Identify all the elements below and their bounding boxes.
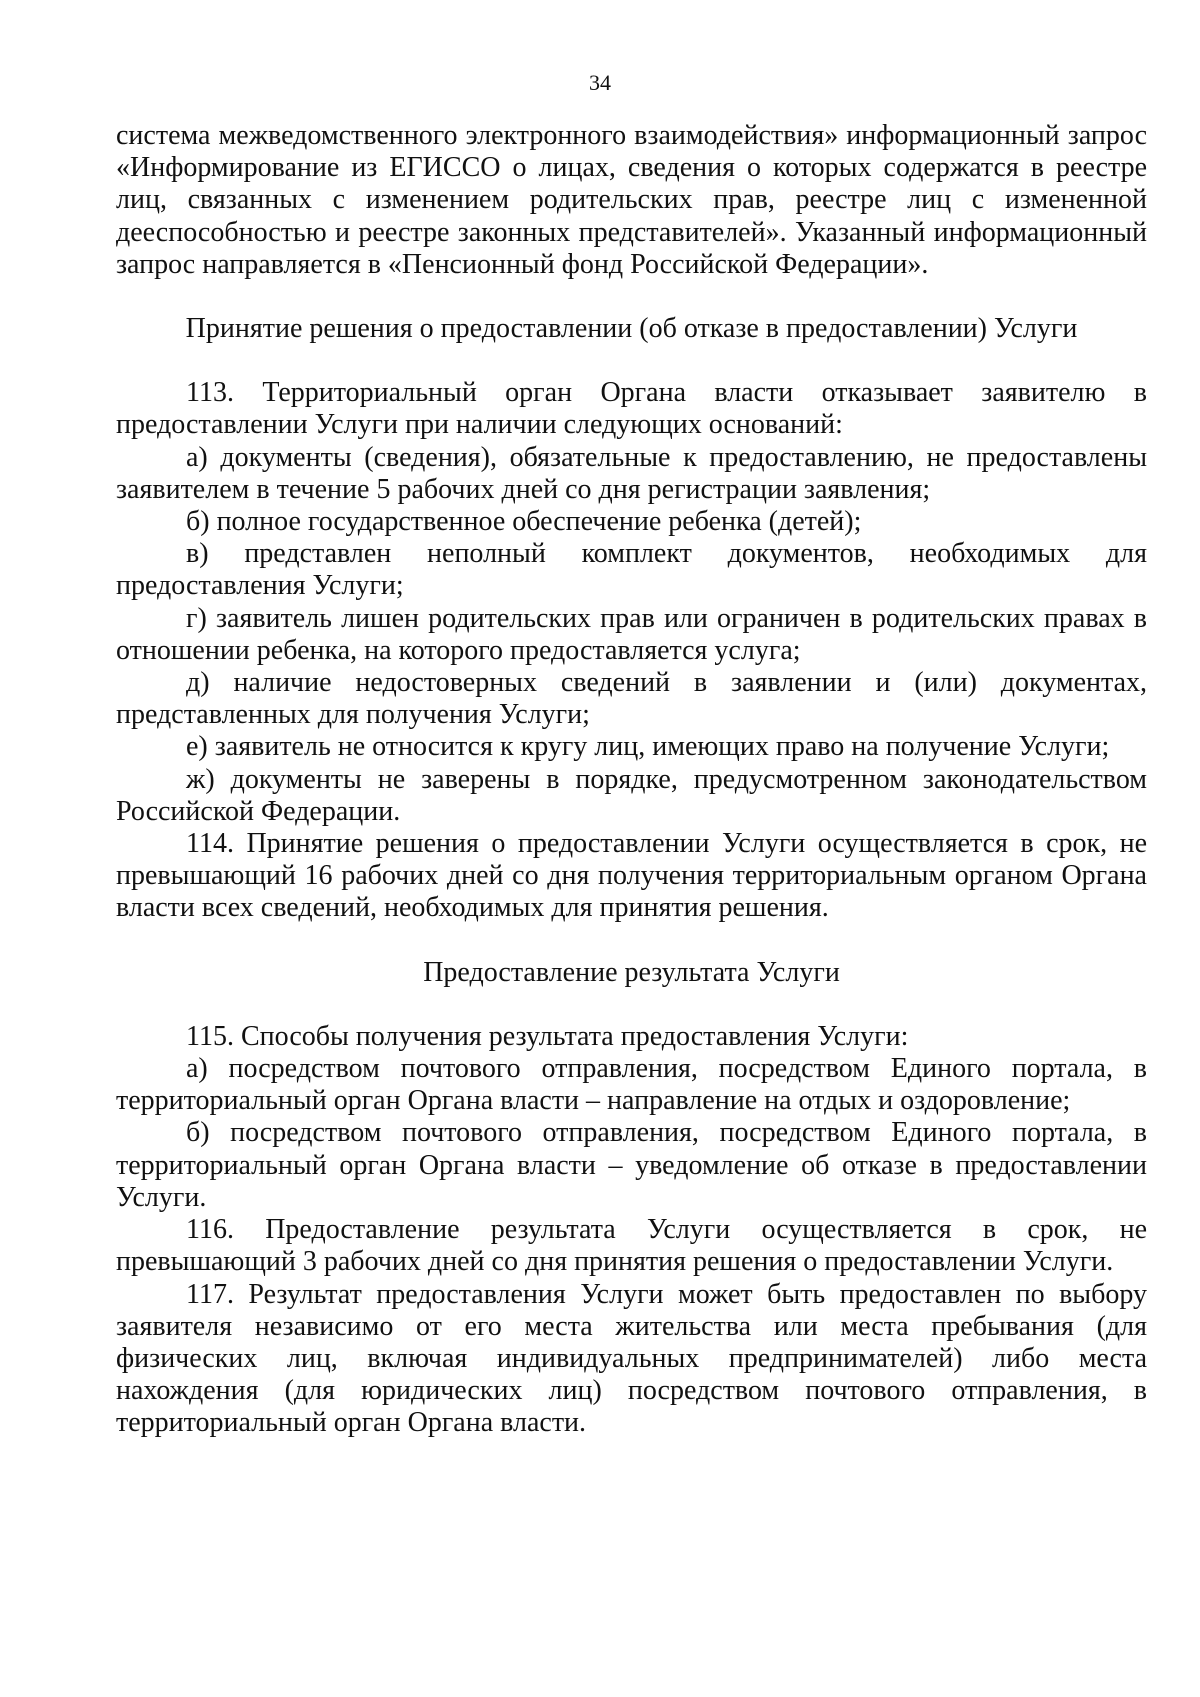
paragraph-item-113-d: д) наличие недостоверных сведений в заявлении и (или) документах, представленных для получения Услуги; xyxy=(116,667,1147,731)
paragraph-item-114: 114. Принятие решения о предоставлении Услуги осуществляется в срок, не превышающий 16 рабочих дней со дня получения территориальным органом Органа власти всех сведений, необходимых для принятия решения. xyxy=(116,828,1147,924)
paragraph-item-115-b: б) посредством почтового отправления, посредством Единого портала, в территориальный орган Органа власти – уведомление об отказе в предоставлении Услуги. xyxy=(116,1117,1147,1213)
document-body xyxy=(116,120,1147,1440)
paragraph-item-113-g: г) заявитель лишен родительских прав или ограничен в родительских правах в отношении ребенка, на которого предоставляется услуга; xyxy=(116,602,1147,666)
paragraph-item-113-e: е) заявитель не относится к кругу лиц, имеющих право на получение Услуги; xyxy=(186,731,1110,763)
paragraph-item-117: 117. Результат предоставления Услуги может быть предоставлен по выбору заявителя независимо от его места жительства или места пребывания (для физических лиц, включая индивидуальных предпринимателей) либо места нахождения (для юридических лиц) посредством почтового отправления, в территориальный орган Органа власти. xyxy=(116,1278,1147,1439)
paragraph-item-113-zh: ж) документы не заверены в порядке, предусмотренном законодательством Российской Федерации. xyxy=(116,763,1147,827)
paragraph-item-115: 115. Способы получения результата предоставления Услуги: xyxy=(186,1020,909,1052)
section-result-body xyxy=(116,1021,1147,1440)
paragraph-item-113-v: в) представлен неполный комплект документов, необходимых для предоставления Услуги; xyxy=(116,538,1147,602)
section-heading-decision: Принятие решения о предоставлении (об отказе в предоставлении) Услуги xyxy=(185,313,1078,345)
section-heading-result: Предоставление результата Услуги xyxy=(423,956,840,988)
paragraph-item-113-b: б) полное государственное обеспечение ребенка (детей); xyxy=(186,506,862,538)
paragraph-intro: система межведомственного электронного взаимодействия» информационный запрос «Информирование из ЕГИССО о лицах, сведения о которых содержатся в реестре лиц, связанных с изменением родительских прав, реестре лиц с измененной дееспособностью и реестре законных представителей». Указанный информационный запрос направляется в «Пенсионный фонд Российской Федерации». xyxy=(116,120,1147,280)
page-number: 34 xyxy=(589,70,611,95)
paragraph-item-113: 113. Территориальный орган Органа власти отказывает заявителю в предоставлении Услуги при наличии следующих оснований: xyxy=(116,377,1147,441)
paragraph-item-116: 116. Предоставление результата Услуги осуществляется в срок, не превышающий 3 рабочих дней со дня принятия решения о предоставлении Услуги. xyxy=(116,1214,1147,1278)
paragraph-item-115-a: а) посредством почтового отправления, посредством Единого портала, в территориальный орган Органа власти – направление на отдых и оздоровление; xyxy=(116,1053,1147,1117)
section-decision-body xyxy=(116,377,1147,924)
paragraph-item-113-a: а) документы (сведения), обязательные к предоставлению, не предоставлены заявителем в течение 5 рабочих дней со дня регистрации заявления; xyxy=(116,441,1147,505)
